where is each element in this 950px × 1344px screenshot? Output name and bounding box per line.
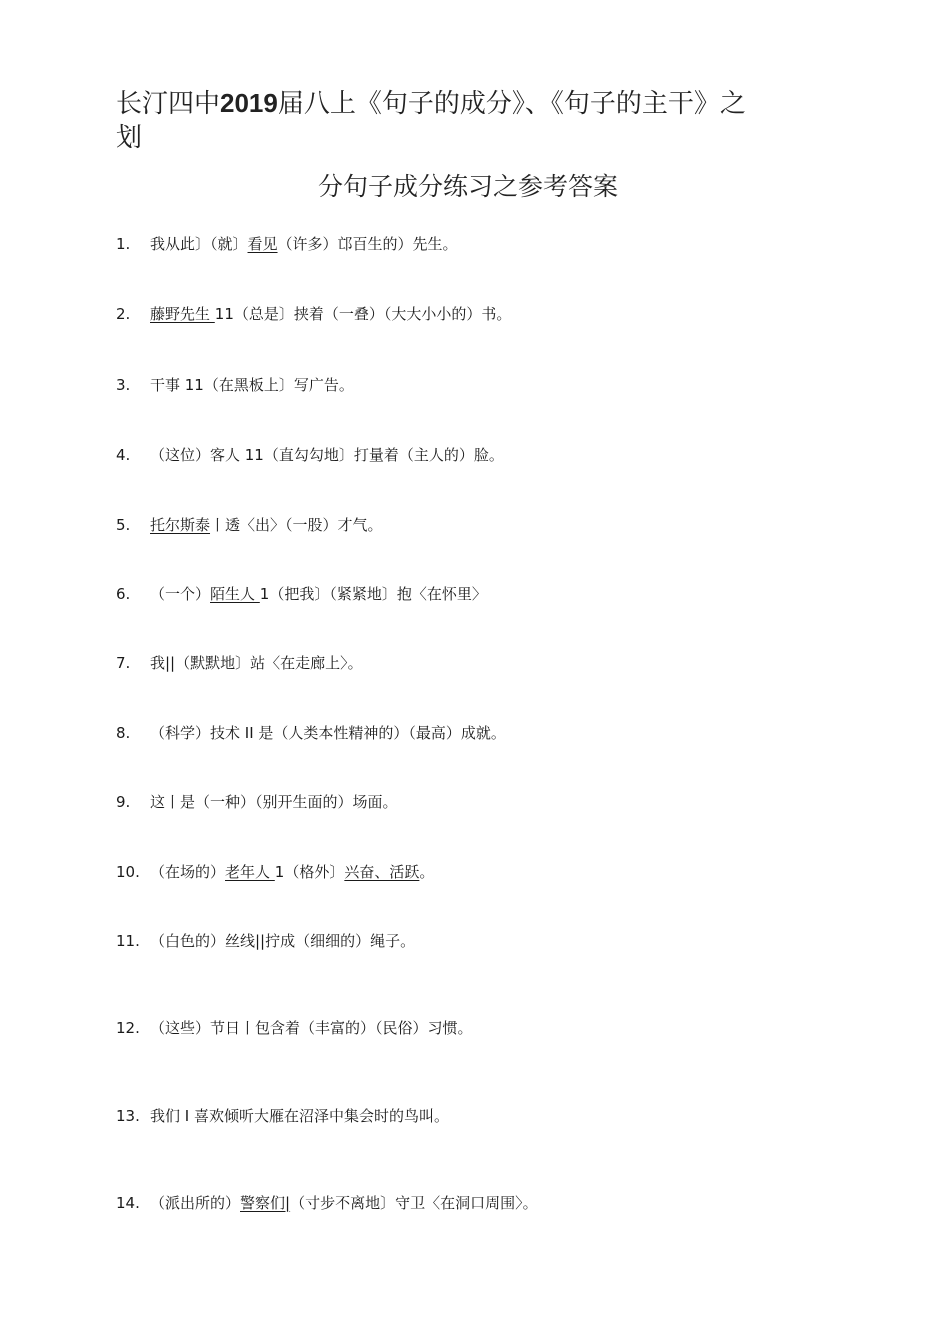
item-number: 5. <box>116 516 131 534</box>
document-subtitle: 分句子成分练习之参考答案 <box>317 172 618 201</box>
item-text: 我们 I 喜欢倾听大雁在沼泽中集会时的鸟叫。 <box>150 1107 449 1125</box>
item-text: 11（总是〕挟着（一叠）（大大小小的）书。 <box>214 305 512 323</box>
title-rest: 届八上《句子的成分》、《句子的主干》之 <box>277 89 746 119</box>
item-text-underlined: 藤野先生 <box>150 305 215 323</box>
item-text-underlined: 看见 <box>247 235 278 253</box>
list-item <box>116 653 363 673</box>
item-number: 9. <box>116 793 131 811</box>
item-number: 8. <box>116 724 131 742</box>
document-title <box>116 86 836 155</box>
item-number: 11. <box>116 932 140 950</box>
list-item <box>116 515 383 535</box>
item-number: 3. <box>116 376 131 394</box>
item-text: 1（格外〕 <box>274 863 345 881</box>
item-number: 13. <box>116 1107 140 1125</box>
list-item <box>116 862 434 882</box>
list-item <box>116 304 511 324</box>
item-number: 1. <box>116 235 131 253</box>
item-text-underlined: 陌生人 <box>210 585 260 603</box>
item-number: 7. <box>116 654 131 672</box>
item-text: 1（把我〕（紧紧地〕抱〈在怀里〉 <box>259 585 487 603</box>
item-text: 我从此〕（就〕 <box>150 235 248 253</box>
list-item <box>116 1018 473 1038</box>
item-text: （寸步不离地〕守卫〈在洞口周围〉。 <box>290 1194 538 1212</box>
item-text-underlined: 警察们| <box>240 1194 291 1212</box>
item-text: 干事 11（在黑板上〕写广告。 <box>150 376 354 394</box>
item-text-underlined: 老年人 <box>225 863 275 881</box>
list-item <box>116 234 458 254</box>
item-text-underlined: 兴奋、活跃 <box>344 863 420 881</box>
item-number: 2. <box>116 305 131 323</box>
title-year: 2019 <box>220 88 278 118</box>
item-text: 。 <box>419 863 435 881</box>
list-item <box>116 1106 449 1126</box>
item-number: 6. <box>116 585 131 603</box>
item-number: 10. <box>116 863 140 881</box>
list-item <box>116 584 487 604</box>
list-item <box>116 723 506 743</box>
list-item <box>116 931 415 951</box>
item-text: （一个） <box>150 585 211 603</box>
item-text: 丨透〈出〉（一股）才气。 <box>210 516 383 534</box>
list-item <box>116 445 504 465</box>
item-number: 4. <box>116 446 131 464</box>
item-text: （科学）技术 II 是（人类本性精神的）（最高）成就。 <box>150 724 506 742</box>
list-item <box>116 1193 538 1213</box>
item-text: （这些）节日丨包含着（丰富的）（民俗）习惯。 <box>150 1019 473 1037</box>
item-number: 14. <box>116 1194 140 1212</box>
item-text: （许多）邙百生的）先生。 <box>277 235 458 253</box>
item-number: 12. <box>116 1019 140 1037</box>
item-text-underlined: 托尔斯泰 <box>150 516 211 534</box>
item-text: （派出所的） <box>150 1194 241 1212</box>
title-prefix: 长汀四中 <box>116 89 221 119</box>
item-text: 我||（默默地〕站〈在走廊上〉。 <box>150 654 363 672</box>
item-text: （这位）客人 11（直勾勾地〕打量着（主人的）脸。 <box>150 446 504 464</box>
item-text: 这丨是（一种）（别开生面的）场面。 <box>150 793 398 811</box>
item-text: （白色的）丝线||拧成（细细的）绳子。 <box>150 932 416 950</box>
item-text: （在场的） <box>150 863 226 881</box>
title-line2: 划 <box>116 123 143 153</box>
list-item <box>116 375 354 395</box>
list-item <box>116 792 398 812</box>
